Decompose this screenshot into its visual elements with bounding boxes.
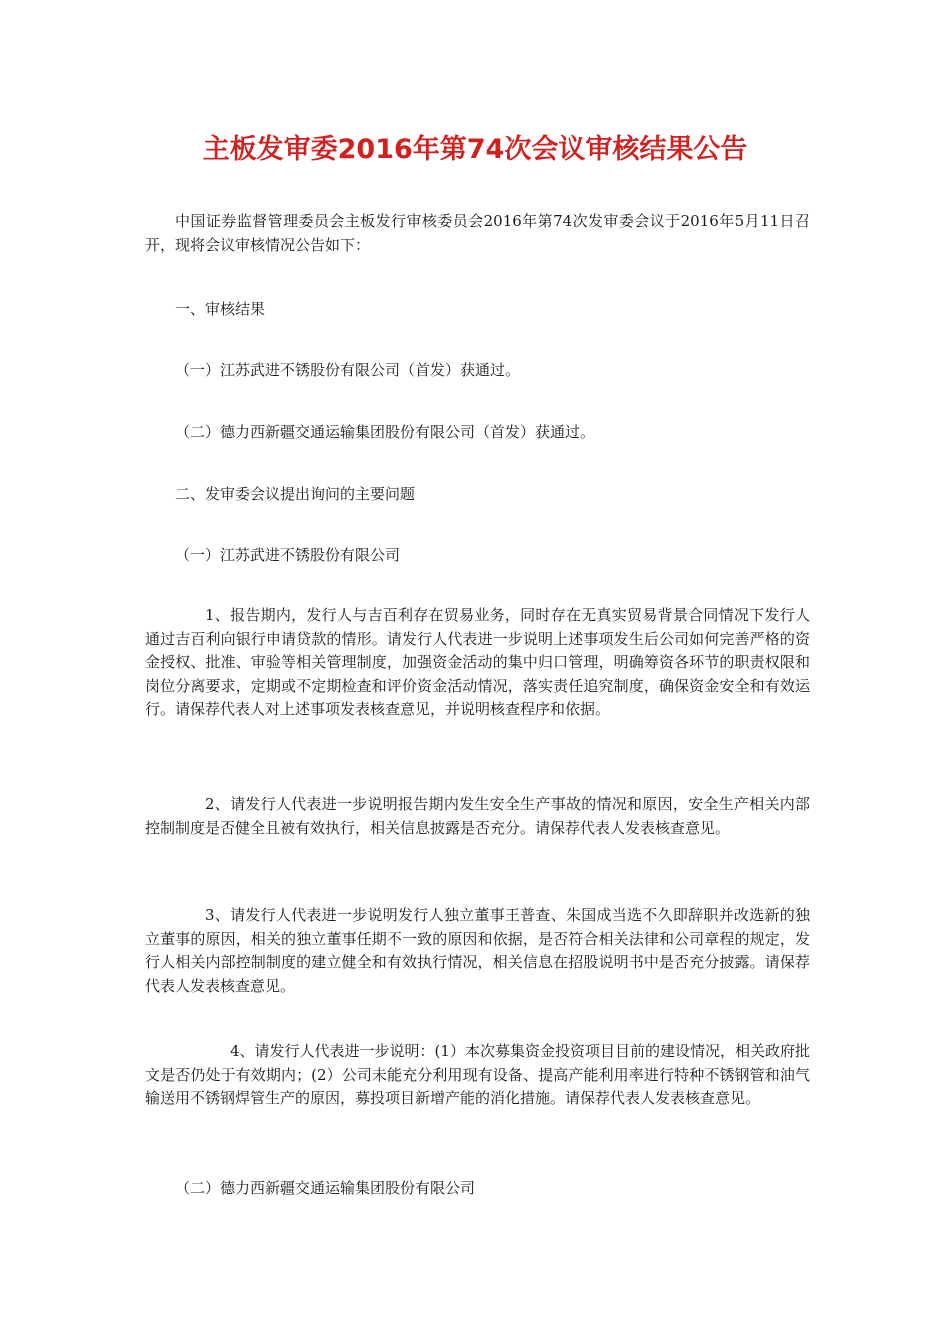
result-item-1: （一）江苏武进不锈股份有限公司（首发）获通过。 bbox=[175, 361, 521, 379]
company-heading-1: （一）江苏武进不锈股份有限公司 bbox=[175, 546, 401, 564]
result-item-2: （二）德力西新疆交通运输集团股份有限公司（首发）获通过。 bbox=[175, 423, 596, 441]
page-title: 主板发审委2016年第74次会议审核结果公告 bbox=[202, 134, 748, 165]
section-heading-results: 一、审核结果 bbox=[175, 300, 266, 318]
intro-paragraph: 中国证券监督管理委员会主板发行审核委员会2016年第74次发审委会议于2016年5月11日召开，现将会议审核情况公告如下： bbox=[145, 212, 810, 254]
question-2: 2、请发行人代表进一步说明报告期内发生安全生产事故的情况和原因，安全生产相关内部控制制度是否健全且被有效执行，相关信息披露是否充分。请保荐代表人发表核查意见。 bbox=[145, 795, 810, 837]
company-heading-2: （二）德力西新疆交通运输集团股份有限公司 bbox=[175, 1179, 476, 1197]
section-heading-questions: 二、发审委会议提出询问的主要问题 bbox=[175, 485, 416, 503]
question-4: 4、请发行人代表进一步说明：(1）本次募集资金投资项目目前的建设情况，相关政府批文是否仍处于有效期内；(2）公司未能充分利用现有设备、提高产能利用率进行特种不锈钢管和油气输送用不锈钢焊管生产的原因，募投项目新增产能的消化措施。请保荐代表人发表核查意见。 bbox=[145, 1042, 810, 1107]
question-1: 1、报告期内，发行人与吉百利存在贸易业务，同时存在无真实贸易背景合同情况下发行人通过吉百利向银行申请贷款的情形。请发行人代表进一步说明上述事项发生后公司如何完善严格的资金授权、批准、审验等相关管理制度，加强资金活动的集中归口管理，明确筹资各环节的职责权限和岗位分离要求，定期或不定期检查和评价资金活动情况，落实责任追究制度，确保资金安全和有效运行。请保荐代表人对上述事项发表核查意见，并说明核查程序和依据。 bbox=[145, 606, 810, 718]
question-3: 3、请发行人代表进一步说明发行人独立董事王普查、朱国成当选不久即辞职并改选新的独立董事的原因，相关的独立董事任期不一致的原因和依据，是否符合相关法律和公司章程的规定，发行人相关内部控制制度的建立健全和有效执行情况，相关信息在招股说明书中是否充分披露。请保荐代表人发表核查意见。 bbox=[145, 906, 810, 995]
